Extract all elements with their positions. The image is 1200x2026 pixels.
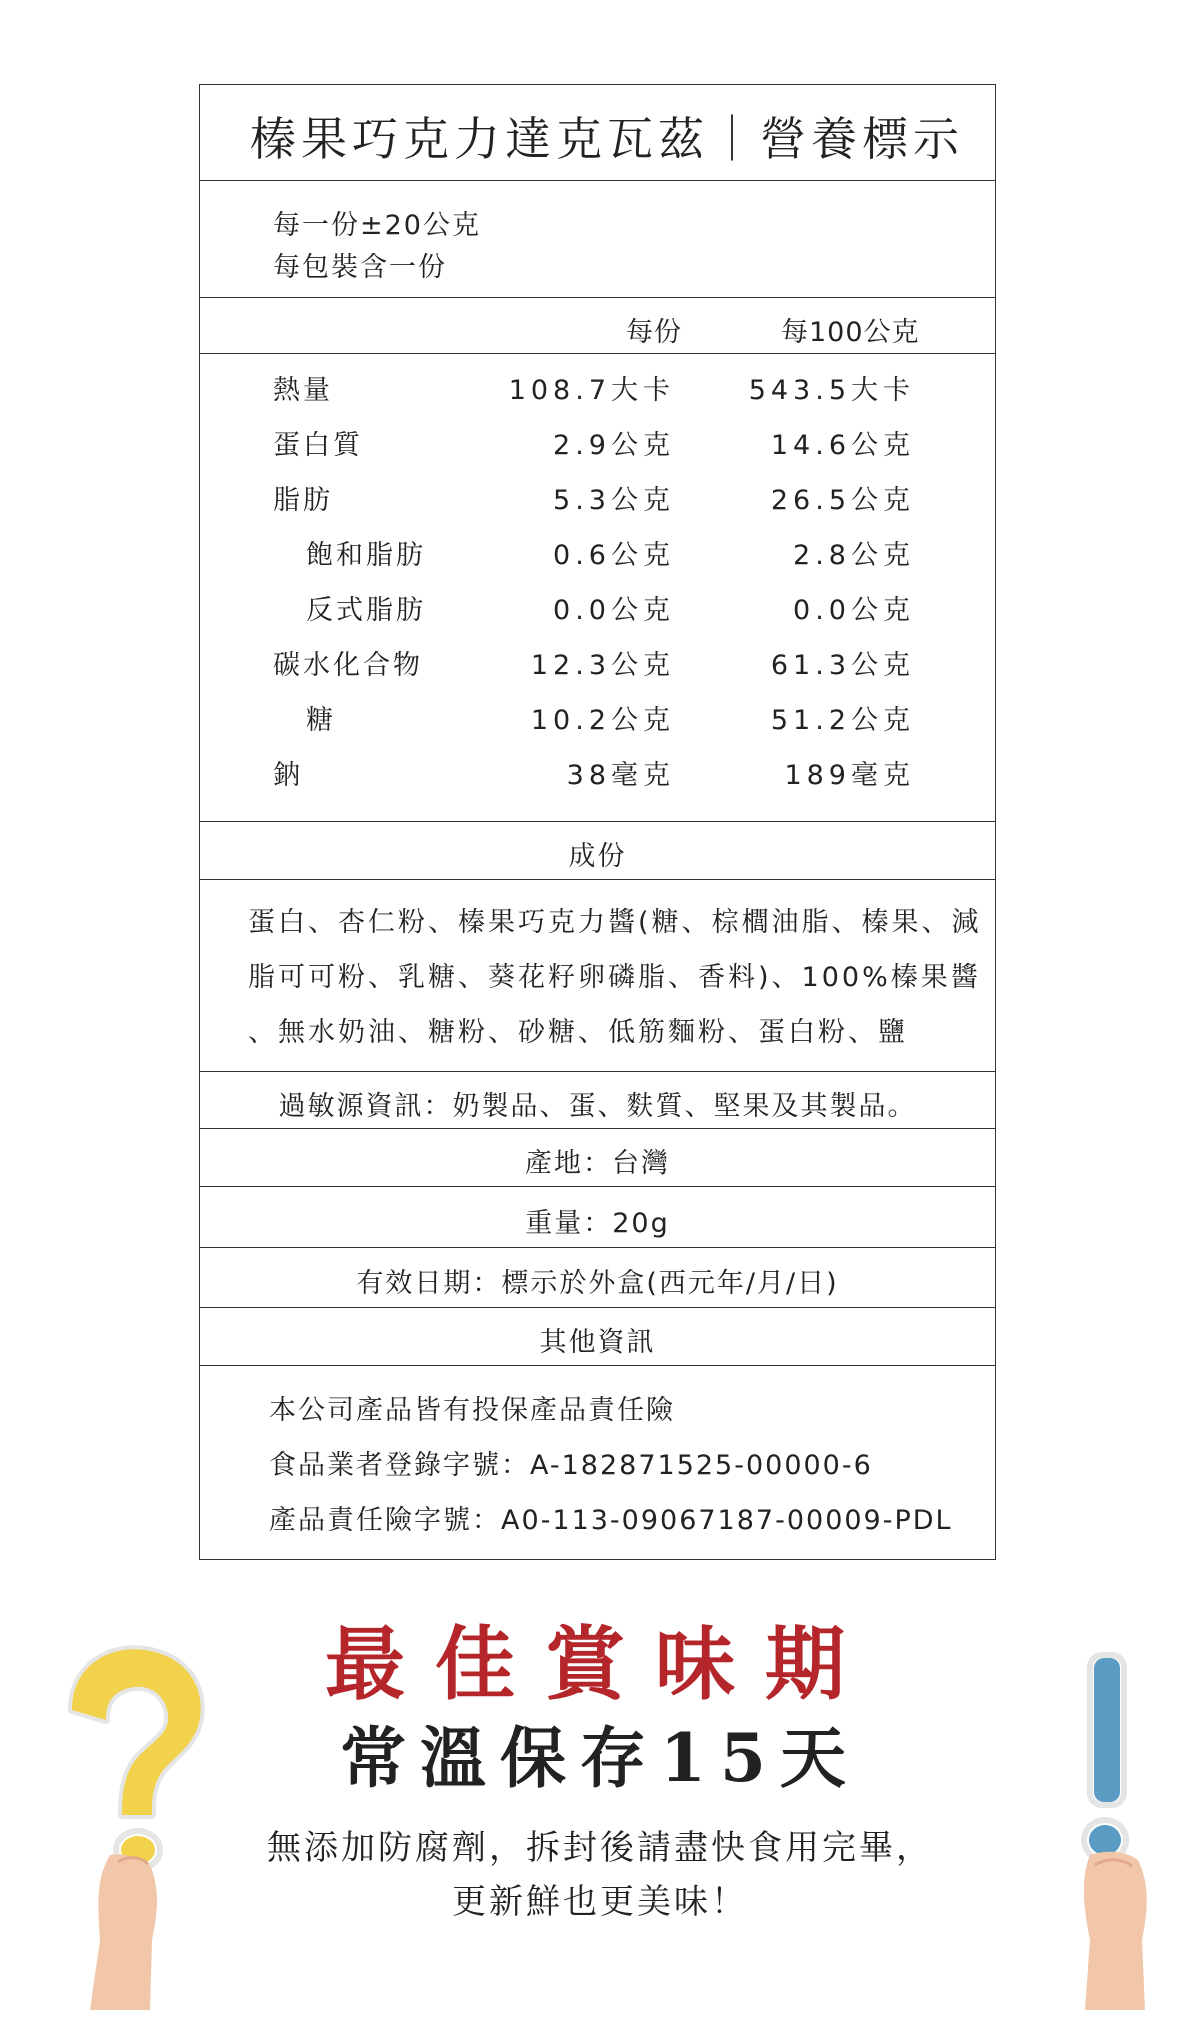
nutrient-per-100g: 14.6公克 [770,430,915,461]
nutrient-name: 反式脂肪 [306,595,426,626]
nutrient-row [200,423,995,478]
allergen-info: 過敏源資訊：奶製品、蛋、麩質、堅果及其製品。 [278,1091,917,1122]
ingredients-line: 脂可可粉、乳糖、葵花籽卵磷脂、香料)、100%榛果醬 [248,962,981,993]
nutrient-per-100g: 189毫克 [784,760,915,791]
expiry-row [200,1248,995,1308]
ingredients-heading: 成份 [568,841,627,872]
nutrient-name: 熱量 [273,375,333,406]
other-info-line: 本公司產品皆有投保產品責任險 [269,1395,675,1426]
nutrient-row [200,753,995,808]
label-title: 榛果巧克力達克瓦茲｜營養標示 [250,112,964,166]
nutrient-name: 糖 [306,705,336,736]
nutrient-per-serving: 38毫克 [566,760,675,791]
expiry-info: 有效日期：標示於外盒(西元年/月/日) [356,1268,839,1299]
weight-info: 重量：20g [525,1208,670,1239]
ingredients-line: 蛋白、杏仁粉、榛果巧克力醬(糖、棕櫚油脂、榛果、減 [248,907,982,938]
column-per-100g: 每100公克 [781,317,920,348]
label-title-row [200,85,995,181]
nutrient-row [200,588,995,643]
best-period-title: 最佳賞味期 [325,1617,875,1711]
origin-info: 產地：台灣 [525,1148,670,1179]
nutrient-per-serving: 5.3公克 [553,485,675,516]
nutrient-per-serving: 12.3公克 [530,650,675,681]
serving-info [200,181,995,298]
nutrient-table [200,354,995,822]
nutrient-name: 飽和脂肪 [306,540,426,571]
nutrient-per-100g: 2.8公克 [793,540,915,571]
nutrient-per-serving: 2.9公克 [553,430,675,461]
nutrient-per-100g: 51.2公克 [770,705,915,736]
weight-row [200,1187,995,1248]
other-info [200,1366,995,1559]
nutrient-per-serving: 108.7大卡 [508,375,675,406]
question-mark-sign-icon [40,1640,210,2010]
column-headers [200,298,995,354]
nutrient-name: 脂肪 [273,485,333,516]
nutrient-per-100g: 61.3公克 [770,650,915,681]
column-per-serving: 每份 [626,317,682,348]
preservative-note-line1: 無添加防腐劑，拆封後請盡快食用完畢， [267,1828,933,1868]
nutrient-per-100g: 543.5大卡 [748,375,915,406]
nutrient-row [200,533,995,588]
allergen-row [200,1072,995,1129]
ingredients-heading-row [200,822,995,880]
nutrient-name: 蛋白質 [273,430,363,461]
nutrient-per-serving: 0.0公克 [553,595,675,626]
preservative-note-line2: 更新鮮也更美味！ [452,1882,748,1922]
storage-info: 常溫保存15天 [340,1719,860,1797]
nutrient-row [200,478,995,533]
nutrient-row [200,698,995,753]
nutrient-name: 鈉 [273,760,303,791]
serving-size: 每一份±20公克 [273,210,481,241]
nutrient-per-serving: 10.2公克 [530,705,675,736]
ingredients-line: 、無水奶油、糖粉、砂糖、低筋麵粉、蛋白粉、鹽 [248,1017,908,1048]
nutrient-row [200,368,995,423]
nutrient-per-100g: 26.5公克 [770,485,915,516]
servings-per-package: 每包裝含一份 [273,252,447,283]
other-info-heading-row [200,1308,995,1366]
ingredients-list [200,880,995,1072]
origin-row [200,1129,995,1187]
nutrient-per-serving: 0.6公克 [553,540,675,571]
other-info-heading: 其他資訊 [539,1327,656,1358]
nutrient-per-100g: 0.0公克 [793,595,915,626]
exclamation-mark-sign-icon [1050,1650,1180,2010]
nutrient-row [200,643,995,698]
other-info-line: 產品責任險字號：A0-113-09067187-00009-PDL [269,1505,953,1536]
other-info-line: 食品業者登錄字號：A-182871525-00000-6 [269,1450,873,1481]
nutrient-name: 碳水化合物 [273,650,423,681]
nutrition-label [199,84,996,1560]
